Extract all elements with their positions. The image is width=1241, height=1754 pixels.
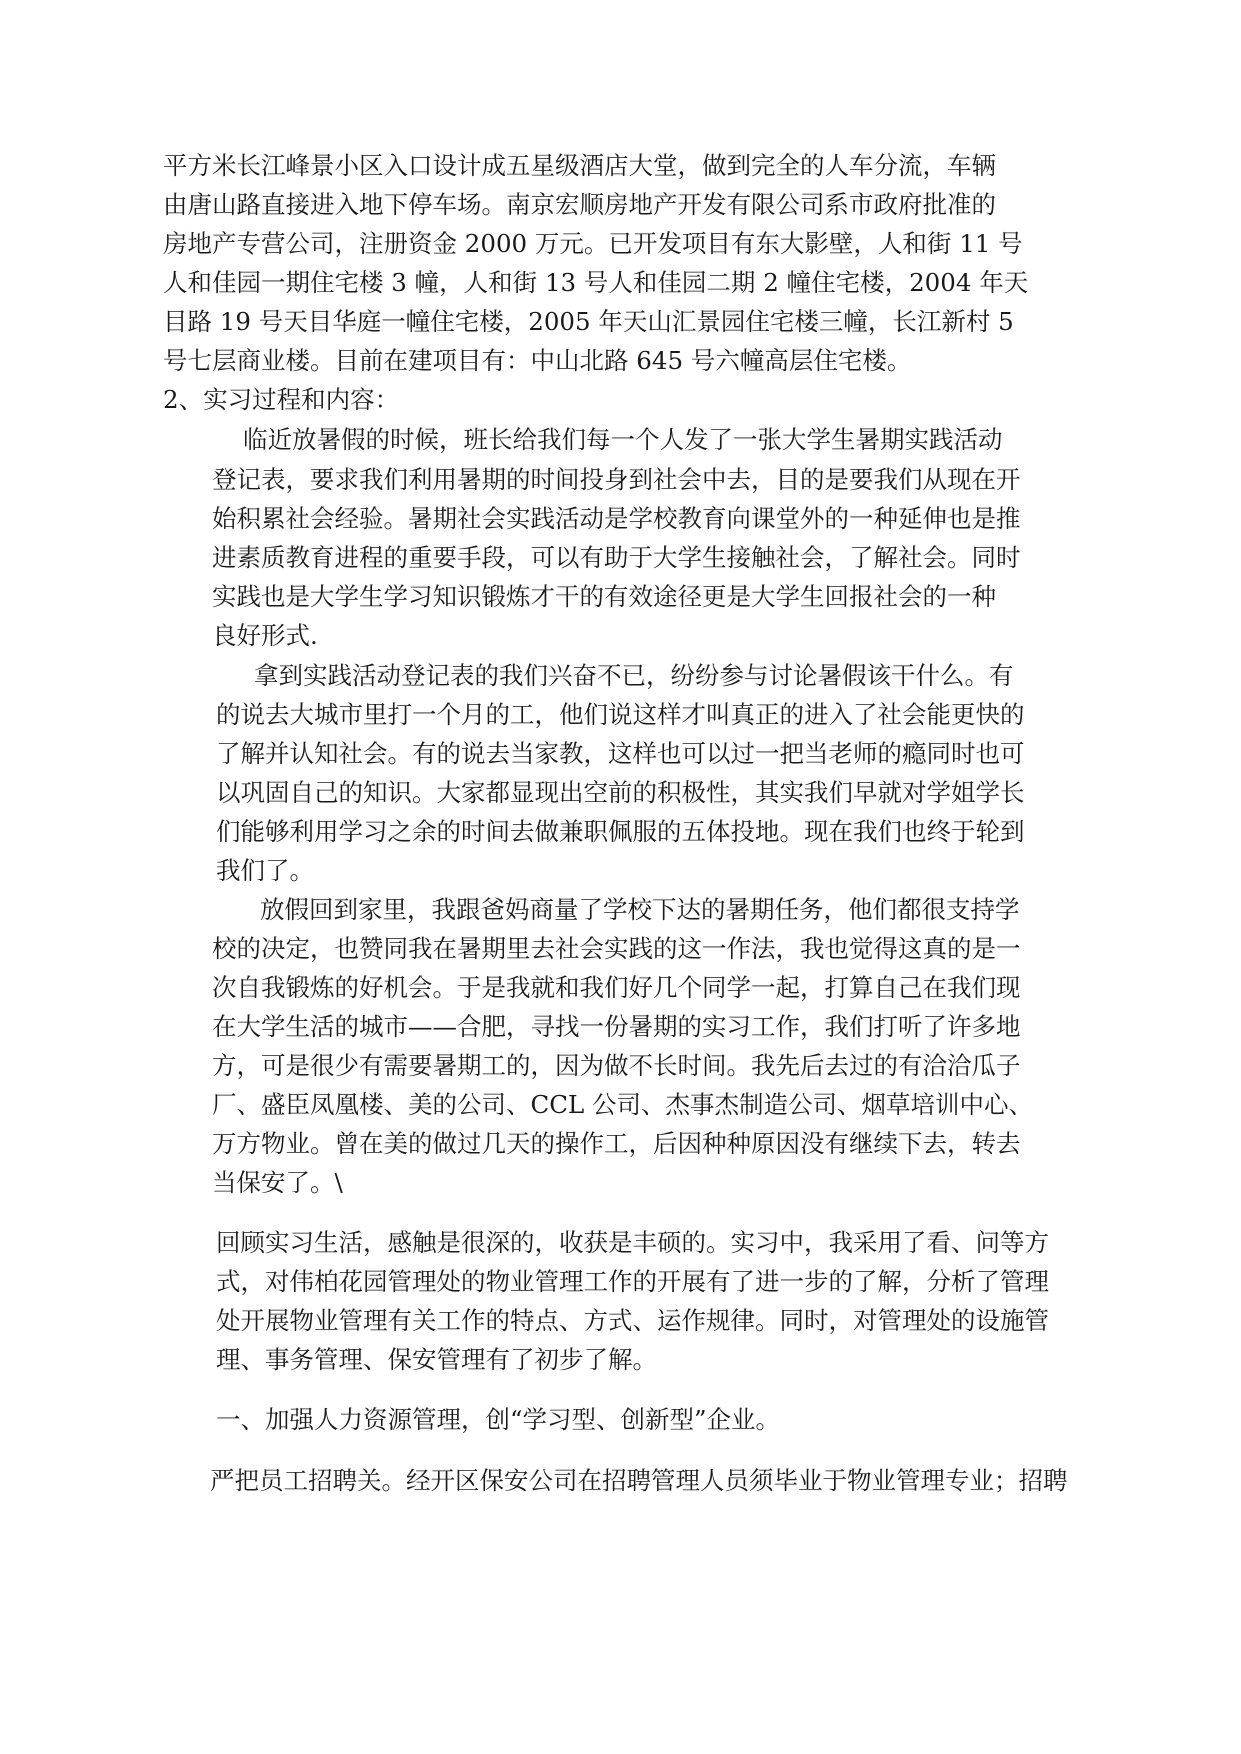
- text-line: 由唐山路直接进入地下停车场。南京宏顺房地产开发有限公司系市政府批准的: [163, 190, 996, 219]
- text-line: 们能够利用学习之余的时间去做兼职佩服的五体投地。现在我们也终于轮到: [216, 817, 1025, 846]
- text-line: 当保安了。\: [212, 1168, 343, 1197]
- text-line: 校的决定，也赞同我在暑期里去社会实践的这一作法，我也觉得这真的是一: [212, 934, 1021, 963]
- text-line: 始积累社会经验。暑期社会实践活动是学校教育向课堂外的一种延伸也是推: [212, 504, 1021, 533]
- text-line: 万方物业。曾在美的做过几天的操作工，后因种种原因没有继续下去，转去: [212, 1129, 1021, 1158]
- heading-1: 一、加强人力资源管理，创“学习型、创新型”企业。: [216, 1405, 781, 1434]
- text-line: 房地产专营公司，注册资金 2000 万元。已开发项目有东大影壁，人和街 11 号: [163, 229, 1023, 258]
- text-line: 平方米长江峰景小区入口设计成五星级酒店大堂，做到完全的人车分流，车辆: [163, 151, 996, 180]
- text-line: 在大学生活的城市——合肥，寻找一份暑期的实习工作，我们打听了许多地: [212, 1012, 1021, 1041]
- text-line: 我们了。: [216, 856, 314, 885]
- text-line: 实践也是大学生学习知识锻炼才干的有效途径更是大学生回报社会的一种: [212, 582, 996, 611]
- text-line: 拿到实践活动登记表的我们兴奋不已，纷纷参与讨论暑假该干什么。有: [254, 661, 1014, 690]
- text-line: 了解并认知社会。有的说去当家教，这样也可以过一把当老师的瘾同时也可: [216, 739, 1025, 768]
- text-line: 放假回到家里，我跟爸妈商量了学校下达的暑期任务，他们都很支持学: [260, 895, 1020, 924]
- text-line: 式，对伟柏花园管理处的物业管理工作的开展有了进一步的了解，分析了管理: [216, 1267, 1049, 1296]
- text-line: 理、事务管理、保安管理有了初步了解。: [216, 1345, 657, 1374]
- text-line: 厂、盛臣凤凰楼、美的公司、CCL 公司、杰事杰制造公司、烟草培训中心、: [212, 1090, 1034, 1119]
- text-line: 登记表，要求我们利用暑期的时间投身到社会中去，目的是要我们从现在开: [212, 465, 1021, 494]
- text-line: 次自我锻炼的好机会。于是我就和我们好几个同学一起，打算自己在我们现: [212, 973, 1021, 1002]
- text-line: 回顾实习生活，感触是很深的，收获是丰硕的。实习中，我采用了看、问等方: [216, 1228, 1049, 1257]
- text-line: 进素质教育进程的重要手段，可以有助于大学生接触社会，了解社会。同时: [212, 543, 1021, 572]
- text-line: 目路 19 号天目华庭一幢住宅楼，2005 年天山汇景园住宅楼三幢，长江新村 5: [163, 307, 1014, 336]
- text-line: 号七层商业楼。目前在建项目有：中山北路 645 号六幢高层住宅楼。: [163, 346, 912, 375]
- section-heading: 2、实习过程和内容：: [163, 385, 400, 414]
- text-line: 处开展物业管理有关工作的特点、方式、运作规律。同时，对管理处的设施管: [216, 1306, 1049, 1335]
- text-line: 以巩固自己的知识。大家都显现出空前的积极性，其实我们早就对学姐学长: [216, 778, 1025, 807]
- text-line: 的说去大城市里打一个月的工，他们说这样才叫真正的进入了社会能更快的: [216, 700, 1025, 729]
- text-line: 严把员工招聘关。经开区保安公司在招聘管理人员须毕业于物业管理专业；招聘: [210, 1466, 1068, 1495]
- text-line: 人和佳园一期住宅楼 3 幢，人和街 13 号人和佳园二期 2 幢住宅楼，2004 年天: [163, 268, 1029, 297]
- text-line: 方，可是很少有需要暑期工的，因为做不长时间。我先后去过的有洽洽瓜子: [212, 1051, 1021, 1080]
- text-line: 良好形式.: [212, 621, 318, 650]
- text-line: 临近放暑假的时候，班长给我们每一个人发了一张大学生暑期实践活动: [243, 425, 1003, 454]
